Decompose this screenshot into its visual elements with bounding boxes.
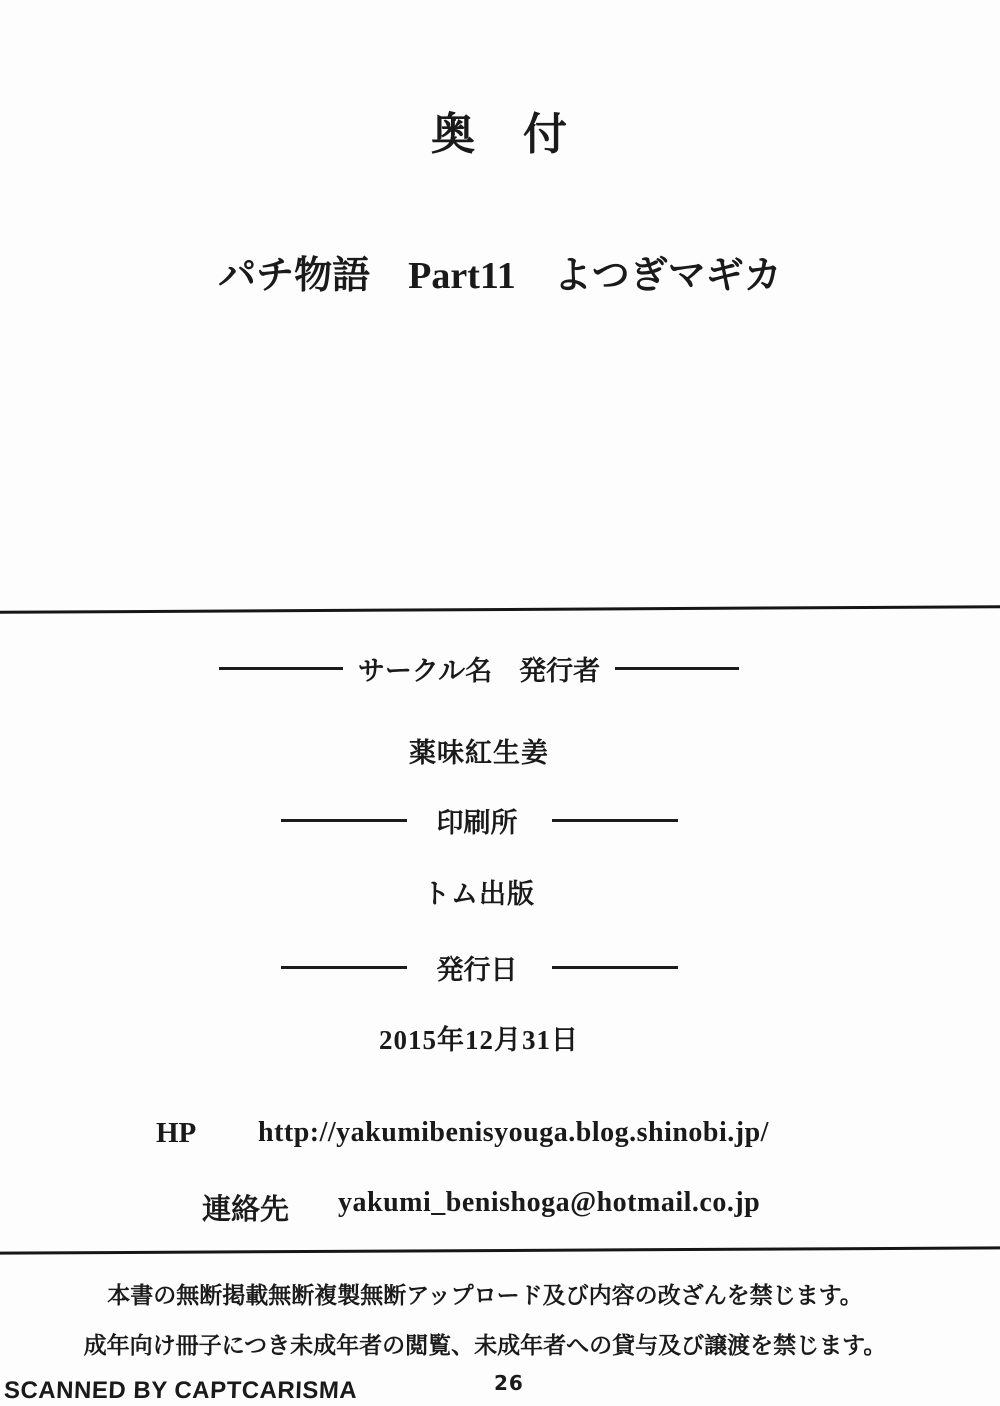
section-heading-label: 発行日 <box>436 954 518 985</box>
circle-name-value: 薬味紅生姜 <box>409 738 549 768</box>
heading-rule-right <box>552 819 678 822</box>
contact-row <box>0 1187 1000 1226</box>
heading-rule-right <box>615 667 739 670</box>
homepage-url: http://yakumibenisyouga.blog.shinobi.jp/ <box>258 1117 769 1148</box>
book-title: パチ物語 Part11 よつぎマギカ <box>218 255 782 297</box>
page-title: 奥 付 <box>431 110 569 159</box>
section-heading-label: サークル名 発行者 <box>357 655 601 686</box>
disclaimer-line-2: 成年向け冊子につき未成年者の閲覧、未成年者への貸与及び譲渡を禁じます。 <box>83 1333 887 1358</box>
homepage-label: HP <box>156 1117 197 1149</box>
disclaimer-line-1: 本書の無断掲載無断複製無断アップロード及び内容の改ざんを禁じます。 <box>107 1283 863 1308</box>
section-heading-publication-date <box>0 947 958 987</box>
publication-date-value: 2015年12月31日 <box>379 1025 579 1055</box>
page-number: 26 <box>494 1371 524 1395</box>
homepage-row <box>0 1117 1000 1153</box>
section-heading-printer <box>0 800 958 840</box>
heading-rule-left <box>281 966 407 969</box>
contact-email: yakumi_benishoga@hotmail.co.jp <box>338 1187 761 1218</box>
scanner-credit: SCANNED BY CAPTCARISMA <box>3 1377 358 1404</box>
heading-rule-left <box>219 667 343 670</box>
section-heading-label: 印刷所 <box>436 807 518 838</box>
heading-rule-right <box>552 966 678 969</box>
section-heading-circle-publisher <box>0 648 958 688</box>
contact-label: 連絡先 <box>202 1194 290 1226</box>
heading-rule-left <box>281 819 407 822</box>
printer-value: トム出版 <box>423 879 535 909</box>
